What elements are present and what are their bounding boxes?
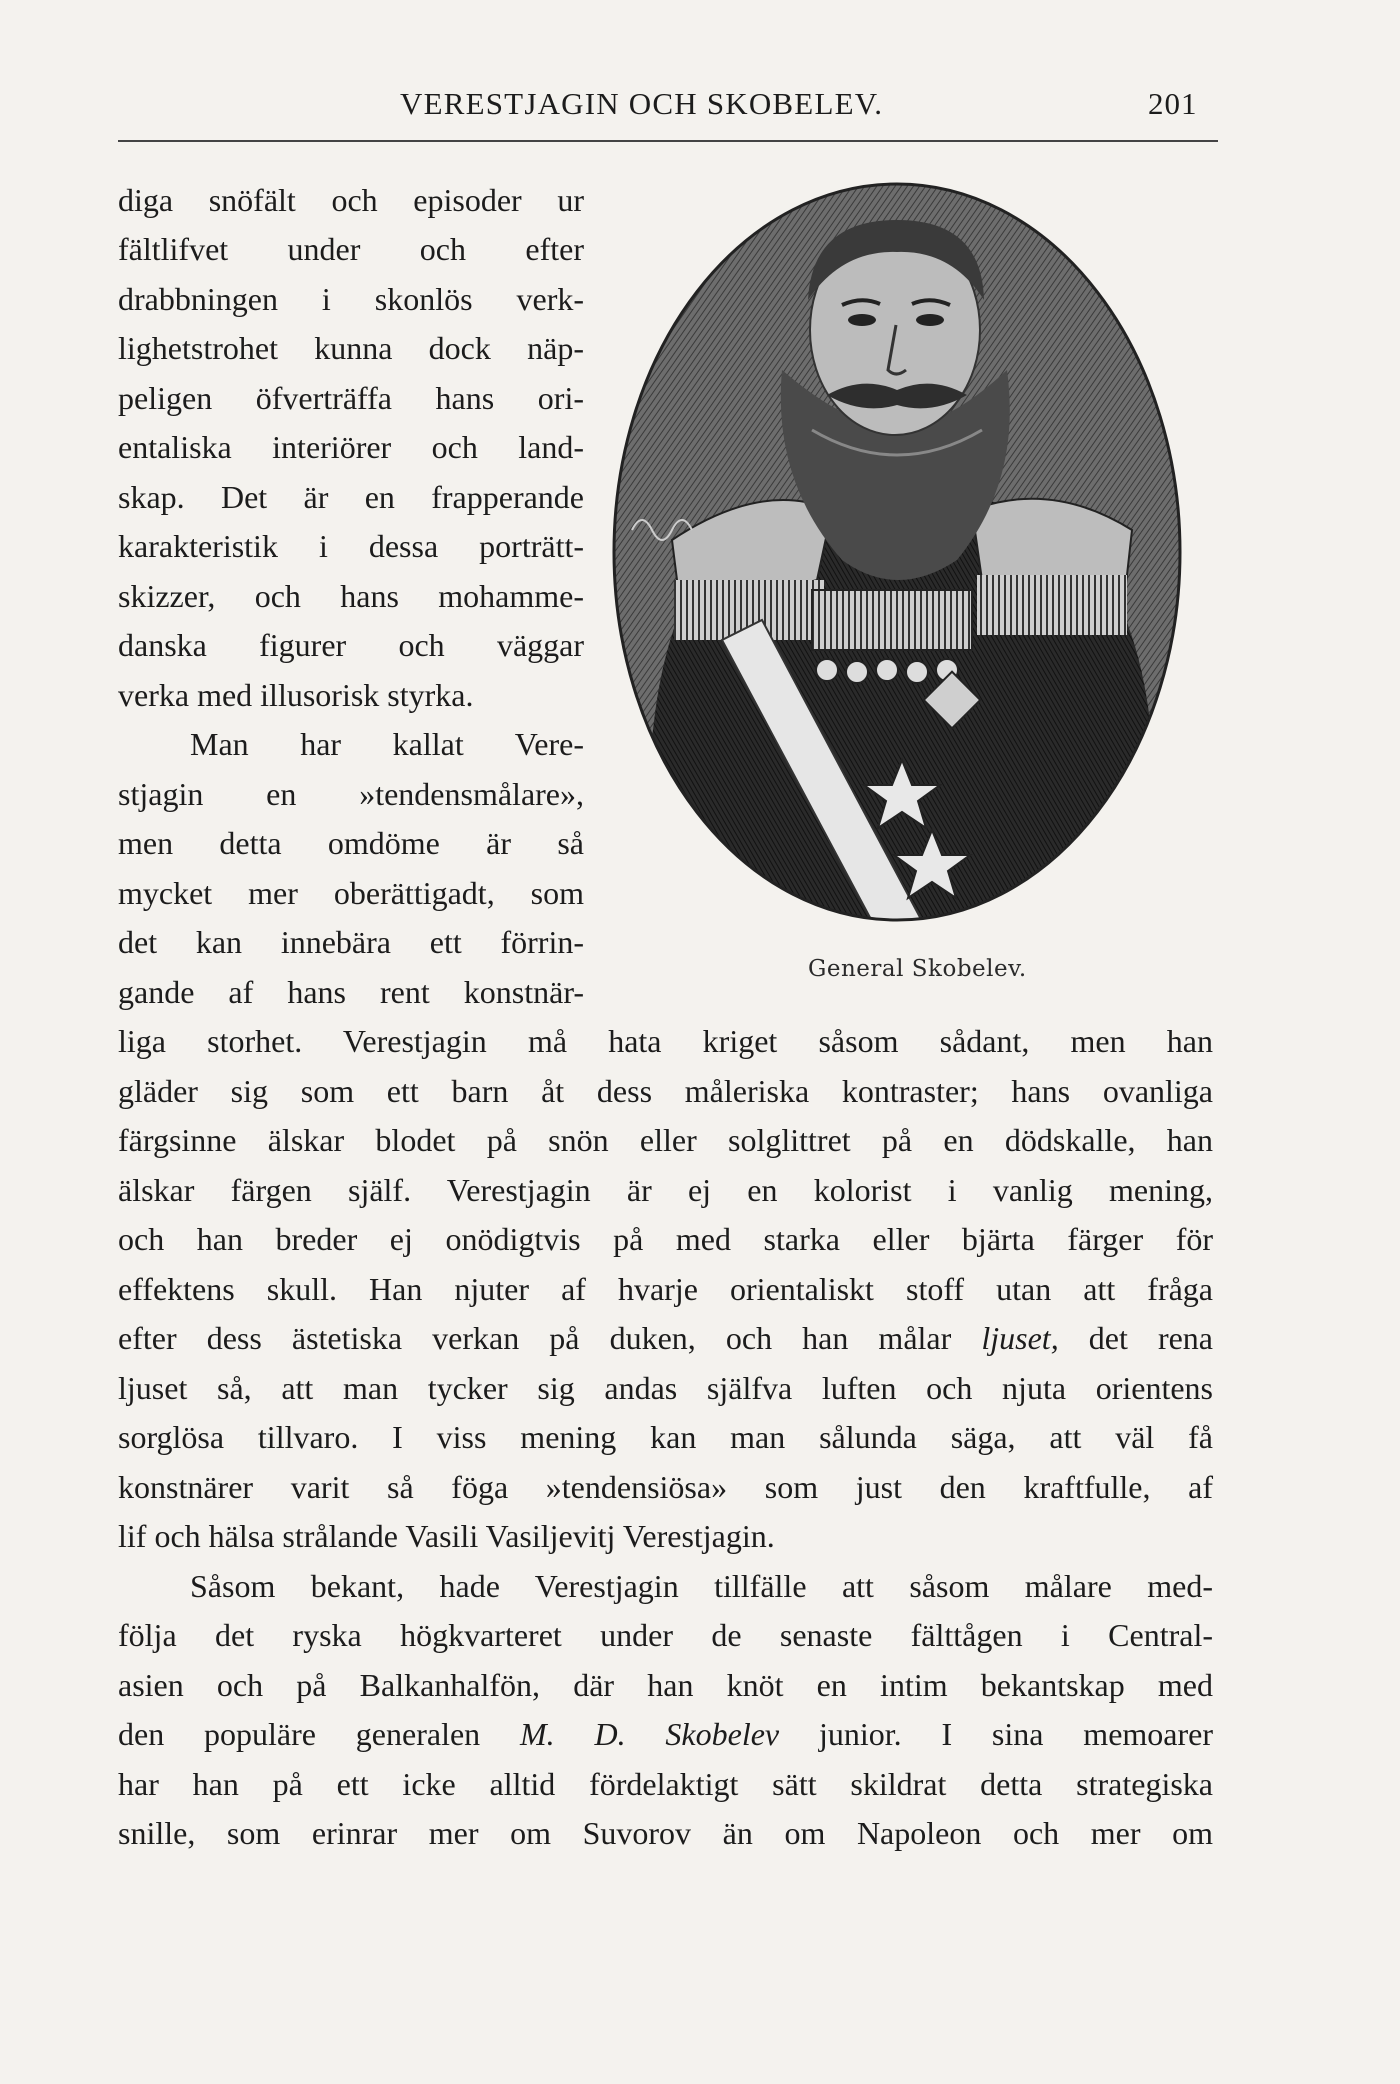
text-line: stjagin en »tendensmålare», (118, 776, 584, 812)
page-number: 201 (1148, 86, 1198, 121)
text-line: Man har kallat Vere- (190, 726, 584, 762)
emphasis-skobelev: M. D. Skobelev (520, 1716, 780, 1752)
portrait-engraving (612, 180, 1182, 940)
text-segment: efter dess ästetiska verkan på duken, och han målar (118, 1320, 982, 1356)
text-line: liga storhet. Verestjagin må hata kriget såsom sådant, men han (118, 1023, 1213, 1059)
text-line: lighetstrohet kunna dock näp- (118, 330, 584, 366)
header-rule (118, 140, 1218, 142)
text-line: följa det ryska högkvarteret under de senaste fälttågen i Central- (118, 1617, 1213, 1653)
text-segment: det rena (1058, 1320, 1214, 1356)
skobelev-portrait (612, 180, 1182, 940)
text-line: fältlifvet under och efter (118, 231, 584, 267)
text-line: asien och på Balkanhalfön, där han knöt en intim bekantskap med (118, 1667, 1213, 1703)
text-line: effektens skull. Han njuter af hvarje orientaliskt stoff utan att fråga (118, 1271, 1213, 1307)
emphasis-ljuset: ljuset, (981, 1320, 1059, 1356)
text-line (118, 1714, 1213, 1758)
text-line: Såsom bekant, hade Verestjagin tillfälle att såsom målare med- (190, 1568, 1213, 1604)
text-line: snille, som erinrar mer om Suvorov än om Napoleon och mer om (118, 1815, 1213, 1851)
text-line: det kan innebära ett förrin- (118, 924, 584, 960)
text-line: verka med illusorisk styrka. (118, 677, 474, 713)
text-segment: den populäre generalen (118, 1716, 520, 1752)
text-line: gande af hans rent konstnär- (118, 974, 584, 1010)
text-line: konstnärer varit så föga »tendensiösa» som just den kraftfulle, af (118, 1469, 1213, 1505)
text-line: drabbningen i skonlös verk- (118, 281, 584, 317)
running-title: VERESTJAGIN OCH SKOBELEV. (400, 86, 884, 121)
figure-caption: General Skobelev. (808, 956, 1027, 982)
text-line: skizzer, och hans mohamme- (118, 578, 584, 614)
text-line: gläder sig som ett barn åt dess måleriska kontraster; hans ovanliga (118, 1073, 1213, 1109)
text-line: men detta omdöme är så (118, 825, 584, 861)
text-line (118, 1318, 1213, 1362)
text-line: mycket mer oberättigadt, som (118, 875, 584, 911)
page-header (0, 86, 1400, 126)
text-line: peligen öfverträffa hans ori- (118, 380, 584, 416)
text-line: lif och hälsa strålande Vasili Vasiljevitj Verestjagin. (118, 1518, 775, 1554)
text-line: har han på ett icke alltid fördelaktigt sätt skildrat detta strategiska (118, 1766, 1213, 1802)
text-line: och han breder ej onödigtvis på med starka eller bjärta färger för (118, 1221, 1213, 1257)
text-line: danska figurer och väggar (118, 627, 584, 663)
text-line: diga snöfält och episoder ur (118, 182, 584, 218)
text-line: skap. Det är en frapperande (118, 479, 584, 515)
text-segment: junior. I sina memoarer (779, 1716, 1214, 1752)
text-line: älskar färgen själf. Verestjagin är ej en kolorist i vanlig mening, (118, 1172, 1213, 1208)
text-line: sorglösa tillvaro. I viss mening kan man sålunda säga, att väl få (118, 1419, 1213, 1455)
text-line: entaliska interiörer och land- (118, 429, 584, 465)
text-line: ljuset så, att man tycker sig andas själfva luften och njuta orientens (118, 1370, 1213, 1406)
text-line: färgsinne älskar blodet på snön eller solglittret på en dödskalle, han (118, 1122, 1213, 1158)
text-line: karakteristik i dessa porträtt- (118, 528, 584, 564)
